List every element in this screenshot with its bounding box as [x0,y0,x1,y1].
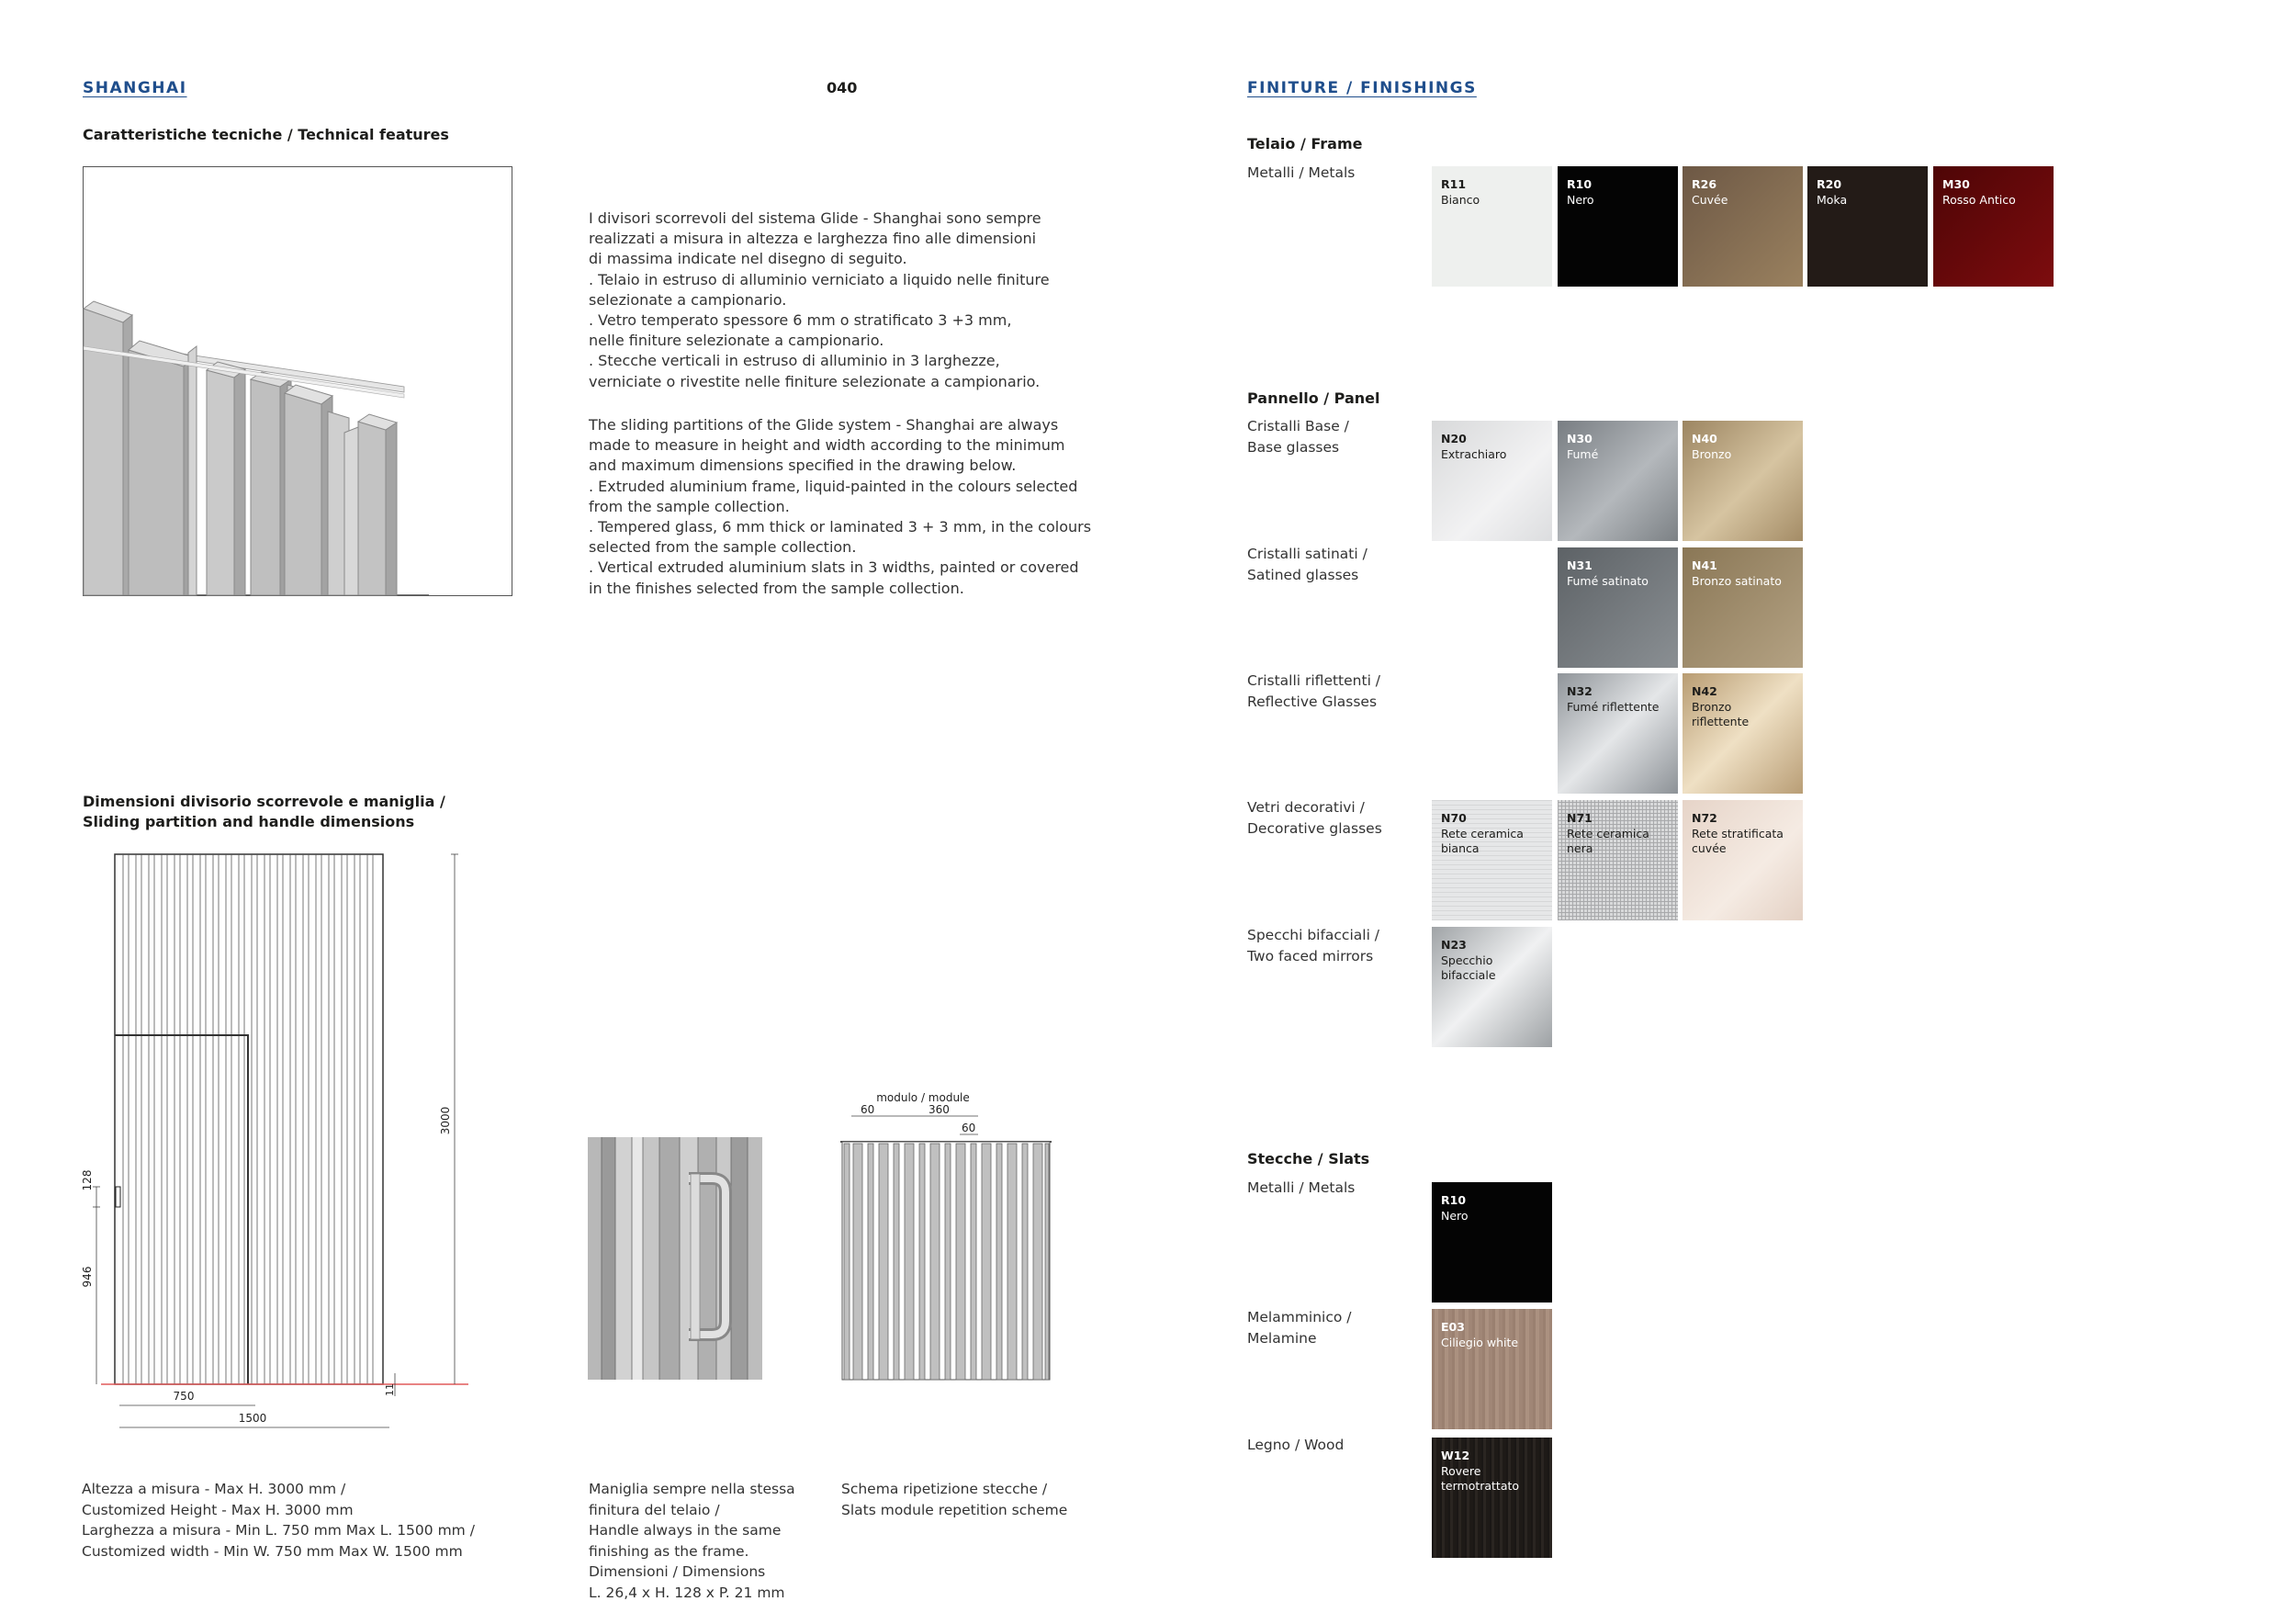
slats-heading: Stecche / Slats [1247,1150,1370,1167]
panel-heading: Pannello / Panel [1247,389,1380,407]
module-60-right: 60 [962,1122,976,1134]
page-number: 040 [827,79,858,96]
module-title: modulo / module [876,1091,970,1104]
description-english: The sliding partitions of the Glide system - Shanghai are always made to measure in height and width according to the minimum and maximum dimensions specified in the drawing below. . Extruded aluminium frame, liquid-painted in the colours selected from the sample collection. . Tempered glass, 6 mm thick or laminated 3 + 3 mm, in the colours selected from the sample collection. . Vertical extruded aluminium slats in 3 widths, painted or covered in the finishes selected from the sample collection. [589,416,1092,597]
width-min-label: 750 [173,1390,195,1403]
handle-position-label: 946 [81,1266,94,1288]
gap-label: 11 [384,1383,396,1396]
swatch-panel-n23[interactable]: N23 Specchio bifacciale [1432,927,1552,1047]
swatch-frame-r20[interactable]: R20 Moka [1807,166,1928,287]
frame-heading: Telaio / Frame [1247,135,1363,152]
slats-melamine-label: Melamminico / Melamine [1247,1309,1352,1347]
swatch-frame-m30[interactable]: M30 Rosso Antico [1933,166,2054,287]
swatch-frame-r10[interactable]: R10 Nero [1558,166,1678,287]
panel-satin-label: Cristalli satinati / Satined glasses [1247,546,1367,583]
swatch-frame-r26[interactable]: R26 Cuvée [1683,166,1803,287]
slats-metals-label: Metalli / Metals [1247,1179,1356,1196]
caption-handle: Maniglia sempre nella stessa finitura del telaio / Handle always in the same finishing as the frame. Dimensioni / Dimensions L. 26,4 x H. 128 x P. 21 mm [589,1481,795,1601]
handle-height-label: 128 [81,1169,94,1191]
handle-detail-drawing [588,1137,762,1380]
swatch-slats-r10[interactable]: R10 Nero [1432,1182,1552,1303]
frame-metals-label: Metalli / Metals [1247,164,1356,181]
swatch-panel-n71[interactable]: N71 Rete ceramica nera [1558,800,1678,920]
panel-base-label: Cristalli Base / Base glasses [1247,418,1349,456]
finishes-title: FINITURE / FINISHINGS [1247,79,1477,97]
width-max-label: 1500 [238,1412,267,1425]
product-render [83,166,512,596]
swatch-panel-n31[interactable]: N31 Fumé satinato [1558,547,1678,668]
swatch-slats-e03[interactable]: E03 Ciliegio white [1432,1309,1552,1429]
caption-module: Schema ripetizione stecche / Slats module repetition scheme [841,1481,1068,1518]
brand-title: SHANGHAI [83,79,187,97]
swatch-panel-n32[interactable]: N32 Fumé riflettente [1558,673,1678,794]
tech-features-heading: Caratteristiche tecniche / Technical features [83,126,449,143]
swatch-frame-r11[interactable]: R11 Bianco [1432,166,1552,287]
swatch-panel-n41[interactable]: N41 Bronzo satinato [1683,547,1803,668]
panel-reflective-label: Cristalli riflettenti / Reflective Glasses [1247,672,1381,710]
dimensions-heading: Dimensioni divisorio scorrevole e maniglia / Sliding partition and handle dimensions [83,793,445,830]
slats-wood-label: Legno / Wood [1247,1437,1345,1453]
panel-decorative-label: Vetri decorativi / Decorative glasses [1247,799,1382,837]
height-dimension-label: 3000 [439,1106,452,1135]
partition-dimension-drawing [73,845,478,1451]
swatch-panel-n72[interactable]: N72 Rete stratificata cuvée [1683,800,1803,920]
caption-dimensions: Altezza a misura - Max H. 3000 mm / Customized Height - Max H. 3000 mm Larghezza a misura - Min L. 750 mm Max L. 1500 mm / Customized width - Min W. 750 mm Max W. 1500 mm [82,1481,475,1560]
module-360: 360 [929,1103,950,1116]
description-italian: I divisori scorrevoli del sistema Glide - Shanghai sono sempre realizzati a misura in altezza e larghezza fino alle dimensioni di massima indicate nel disegno di seguito. . Telaio in estruso di alluminio verniciato a liquido nelle finiture selezionate a campionario. . Vetro temperato spessore 6 mm o stratificato 3 +3 mm, nelle finiture selezionate a campionario. . Stecche verticali in estruso di alluminio in 3 larghezze, verniciate o rivestite nelle finiture selezionate a campionario. [589,209,1050,390]
panel-mirror-label: Specchi bifacciali / Two faced mirrors [1247,927,1380,964]
swatch-panel-n20[interactable]: N20 Extrachiaro [1432,421,1552,541]
swatch-panel-n30[interactable]: N30 Fumé [1558,421,1678,541]
module-60-left: 60 [861,1103,875,1116]
swatch-slats-w12[interactable]: W12 Rovere termotrattato [1432,1438,1552,1558]
module-scheme-drawing [840,1088,1061,1382]
swatch-panel-n40[interactable]: N40 Bronzo [1683,421,1803,541]
swatch-panel-n42[interactable]: N42 Bronzo riflettente [1683,673,1803,794]
swatch-panel-n70[interactable]: N70 Rete ceramica bianca [1432,800,1552,920]
